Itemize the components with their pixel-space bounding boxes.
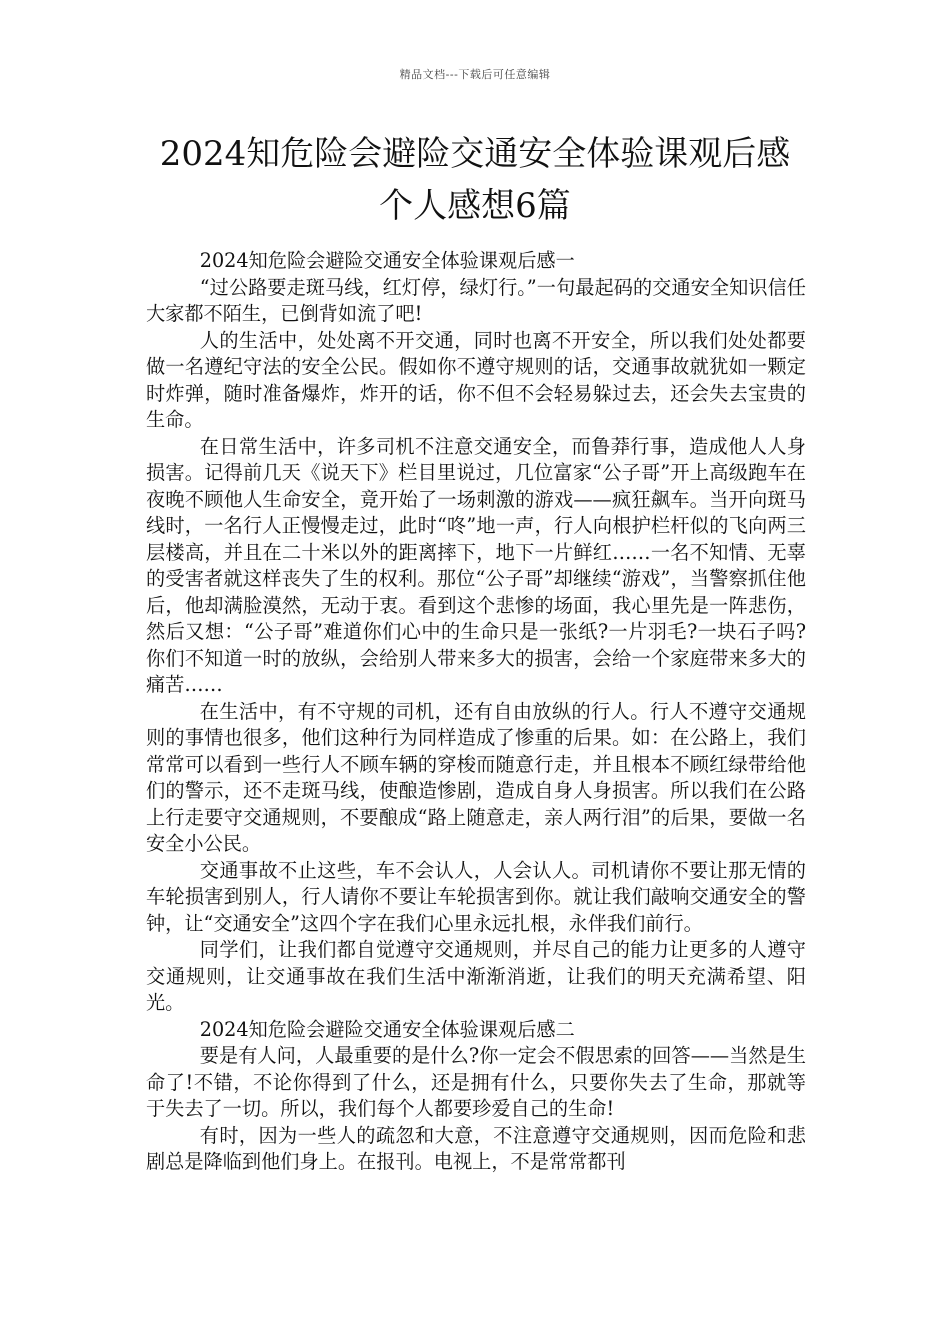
paragraph: 交通事故不止这些，车不会认人，人会认人。司机请你不要让那无情的车轮损害到别人，行人请你不要让车轮损害到你。就让我们敲响交通安全的警钟，让“交通安全”这四个字在我们心里永远扎根，永伴我们前行。 xyxy=(146,858,806,935)
page-header: 精品文档---下载后可任意编辑 xyxy=(399,68,551,81)
paragraph: 人的生活中，处处离不开交通，同时也离不开安全，所以我们处处都要做一名遵纪守法的安全公民。假如你不遵守规则的话，交通事故就犹如一颗定时炸弹，随时准备爆炸，炸开的话，你不但不会轻易躲过去，还会失去宝贵的生命。 xyxy=(146,328,806,431)
document-body xyxy=(146,248,806,1176)
paragraph: 在日常生活中，许多司机不注意交通安全，而鲁莽行事，造成他人人身损害。记得前几天《说天下》栏目里说过，几位富家“公子哥”开上高级跑车在夜晚不顾他人生命安全，竟开始了一场刺激的游戏——疯狂飙车。当开向斑马线时，一名行人正慢慢走过，此时“咚”地一声，行人向根护栏杆似的飞向两三层楼高，并且在二十米以外的距离摔下，地下一片鲜红……一名不知情、无辜的受害者就这样丧失了生的权利。那位“公子哥”却继续“游戏”，当警察抓住他后，他却满脸漠然，无动于衷。看到这个悲惨的场面，我心里先是一阵悲伤，然后又想：“公子哥”难道你们心中的生命只是一张纸?一片羽毛?一块石子吗?你们不知道一时的放纵，会给别人带来多大的损害，会给一个家庭带来多大的痛苦…… xyxy=(146,434,806,696)
document-title-line-2: 个人感想6篇 xyxy=(379,186,571,226)
paragraph: 同学们，让我们都自觉遵守交通规则，并尽自己的能力让更多的人遵守交通规则，让交通事故在我们生活中渐渐消逝，让我们的明天充满希望、阳光。 xyxy=(146,938,806,1014)
paragraph: 有时，因为一些人的疏忽和大意，不注意遵守交通规则，因而危险和悲剧总是降临到他们身上。在报刊。电视上，不是常常都刊 xyxy=(146,1123,806,1173)
paragraph: 在生活中，有不守规的司机，还有自由放纵的行人。行人不遵守交通规则的事情也很多，他们这种行为同样造成了惨重的后果。如：在公路上，我们常常可以看到一些行人不顾车辆的穿梭而随意行走，并且根本不顾红绿带给他们的警示，还不走斑马线，使酿造惨剧，造成自身人身损害。所以我们在公路上行走要守交通规则，不要酿成“路上随意走，亲人两行泪”的后果，要做一名安全小公民。 xyxy=(146,699,806,855)
section-2-heading: 2024知危险会避险交通安全体验课观后感二 xyxy=(199,1017,575,1041)
document-title-line-1: 2024知危险会避险交通安全体验课观后感 xyxy=(159,134,791,174)
document-title xyxy=(120,128,830,232)
paragraph: “过公路要走斑马线，红灯停，绿灯行。”一句最起码的交通安全知识信任大家都不陌生，已倒背如流了吧! xyxy=(146,275,806,325)
section-1-heading: 2024知危险会避险交通安全体验课观后感一 xyxy=(199,249,575,272)
paragraph: 要是有人问，人最重要的是什么?你一定会不假思索的回答——当然是生命了!不错，不论你得到了什么，还是拥有什么，只要你失去了生命，那就等于失去了一切。所以，我们每个人都要珍爱自己的生命! xyxy=(146,1044,806,1120)
